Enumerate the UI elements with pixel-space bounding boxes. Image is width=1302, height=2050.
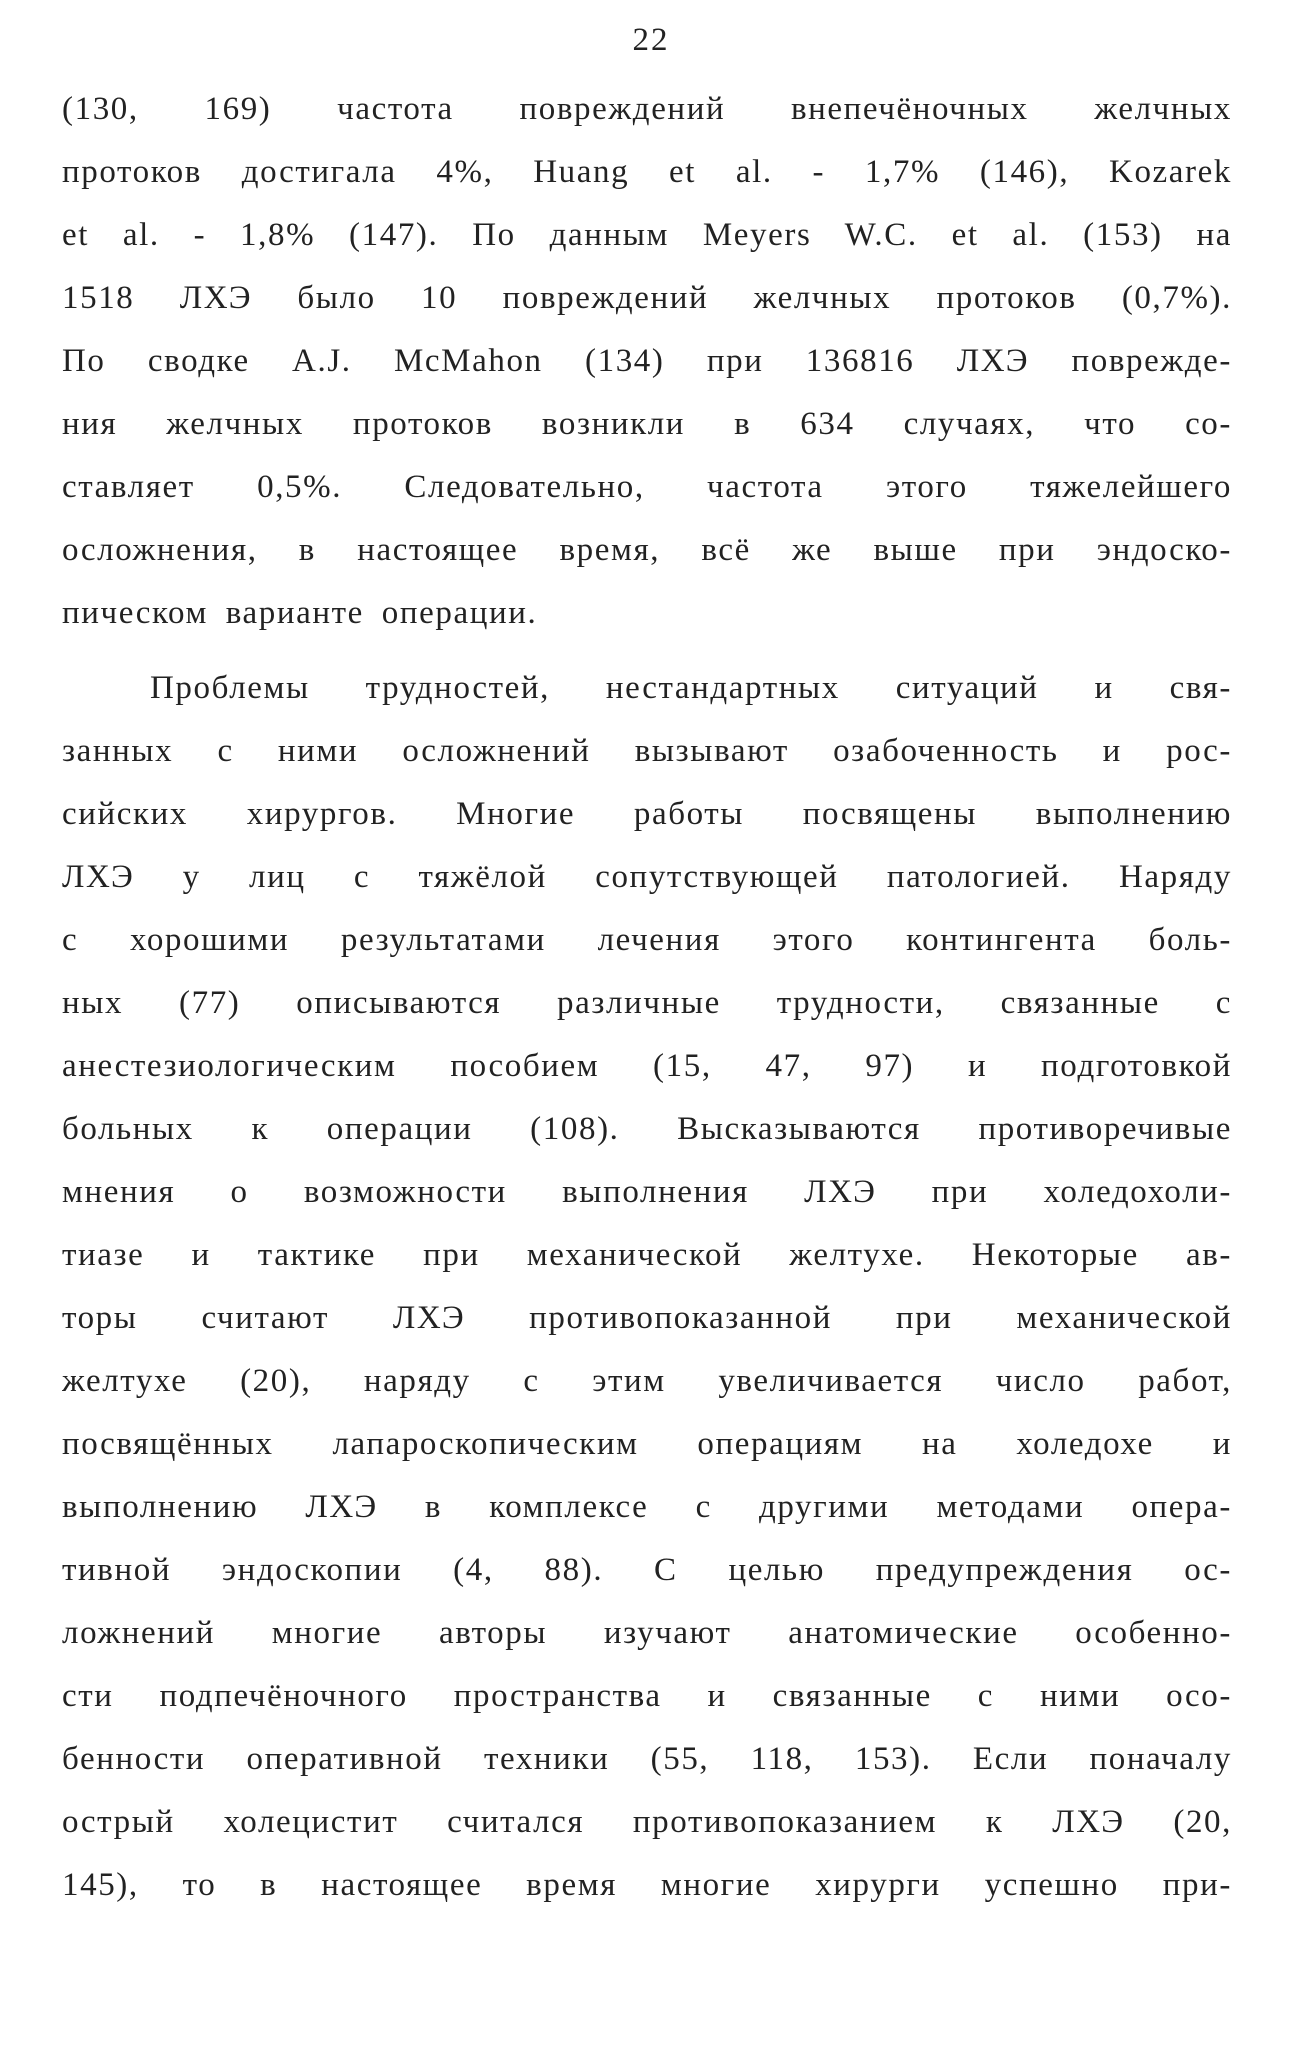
paragraph-gap (62, 645, 1232, 657)
page-number: 22 (632, 22, 670, 58)
paragraph-2 (62, 657, 1232, 1917)
text-line: et al. - 1,8% (147). По данным Meyers W.C. et al. (153) на (62, 217, 1232, 253)
text-line: ЛХЭ у лиц с тяжёлой сопутствующей патологией. Наряду (62, 859, 1232, 895)
text-line: с хорошими результатами лечения этого контингента боль- (62, 922, 1232, 958)
text-line: посвящённых лапароскопическим операциям на холедохе и (62, 1426, 1232, 1462)
text-line: 1518 ЛХЭ было 10 повреждений желчных протоков (0,7%). (62, 280, 1232, 316)
paragraph-1 (62, 78, 1232, 645)
text-line: ния желчных протоков возникли в 634 случаях, что со- (62, 406, 1232, 442)
text-line: По сводке A.J. McMahon (134) при 136816 ЛХЭ поврежде- (62, 343, 1232, 379)
text-line: ставляет 0,5%. Следовательно, частота этого тяжелейшего (62, 469, 1232, 505)
text-line: протоков достигала 4%, Huang et al. - 1,7% (146), Kozarek (62, 154, 1232, 190)
body-text (62, 78, 1232, 1917)
text-line: сти подпечёночного пространства и связанные с ними осо- (62, 1678, 1232, 1714)
text-line: желтухе (20), наряду с этим увеличивается число работ, (62, 1363, 1232, 1399)
text-line: Проблемы трудностей, нестандартных ситуаций и свя- (150, 670, 1232, 706)
text-line: занных с ними осложнений вызывают озабоченность и рос- (62, 733, 1232, 769)
text-line: ных (77) описываются различные трудности, связанные с (62, 985, 1232, 1021)
text-line: 145), то в настоящее время многие хирурги успешно при- (62, 1867, 1232, 1903)
text-line: тивной эндоскопии (4, 88). С целью предупреждения ос- (62, 1552, 1232, 1588)
text-line: тиазе и тактике при механической желтухе. Некоторые ав- (62, 1237, 1232, 1273)
text-line: острый холецистит считался противопоказанием к ЛХЭ (20, (62, 1804, 1232, 1840)
text-line: сийских хирургов. Многие работы посвящены выполнению (62, 796, 1232, 832)
text-line: торы считают ЛХЭ противопоказанной при механической (62, 1300, 1232, 1336)
text-line: больных к операции (108). Высказываются противоречивые (62, 1111, 1232, 1147)
text-line: выполнению ЛХЭ в комплексе с другими методами опера- (62, 1489, 1232, 1525)
text-line: ложнений многие авторы изучают анатомические особенно- (62, 1615, 1232, 1651)
text-line: (130, 169) частота повреждений внепечёночных желчных (62, 91, 1232, 127)
text-line: бенности оперативной техники (55, 118, 153). Если поначалу (62, 1741, 1232, 1777)
text-line: осложнения, в настоящее время, всё же выше при эндоско- (62, 532, 1232, 568)
text-line: пическом варианте операции. (62, 595, 538, 631)
text-line: анестезиологическим пособием (15, 47, 97) и подготовкой (62, 1048, 1232, 1084)
text-line: мнения о возможности выполнения ЛХЭ при холедохоли- (62, 1174, 1232, 1210)
